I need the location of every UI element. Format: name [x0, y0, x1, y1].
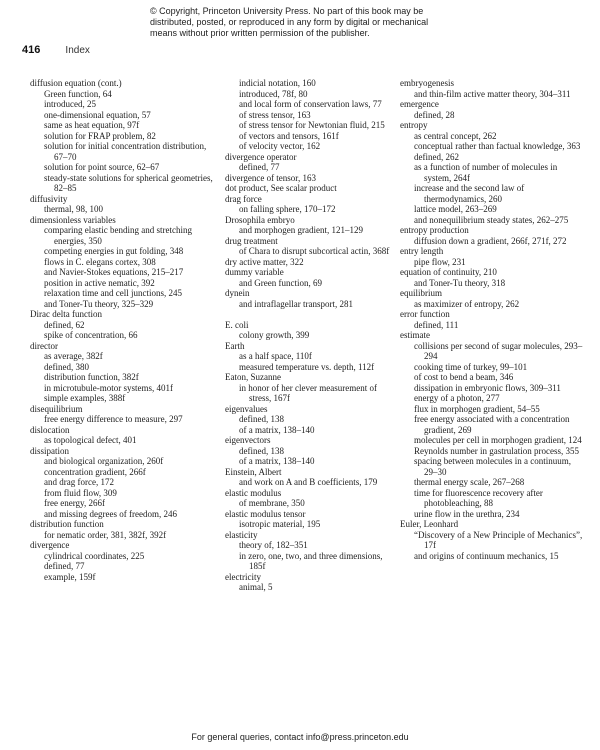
- index-entry: dummy variable: [225, 267, 284, 277]
- page-number: 416: [22, 44, 41, 56]
- index-subentry: cooking time of turkey, 99–101: [414, 361, 528, 372]
- index-subentry: and biological organization, 260f: [44, 456, 164, 466]
- index-subentry: and Toner-Tu theory, 325–329: [44, 298, 154, 309]
- copyright-line: distributed, posted, or reproduced in any form by digital or mechanical: [150, 17, 429, 27]
- index-subentry: from fluid flow, 309: [44, 487, 117, 498]
- index-subentry: molecules per cell in morphogen gradient, 124: [414, 435, 582, 445]
- index-entry: entropy production: [400, 225, 469, 235]
- index-subentry: and missing degrees of freedom, 246: [44, 508, 177, 519]
- index-entry: elasticity: [225, 529, 258, 540]
- index-entry: Einstein, Albert: [225, 466, 282, 477]
- index-subentry: spike of concentration, 66: [44, 330, 138, 340]
- index-entry: drag force: [225, 193, 262, 204]
- index-subentry: animal, 5: [239, 582, 273, 592]
- footer-contact: For general queries, contact info@press.princeton.edu: [191, 732, 409, 742]
- running-head: Index: [65, 45, 90, 56]
- index-subentry: measured temperature vs. depth, 112f: [239, 361, 375, 372]
- index-entry: eigenvalues: [225, 403, 268, 414]
- index-column-3: [400, 78, 585, 561]
- index-subentry: relaxation time and cell junctions, 245: [44, 288, 182, 298]
- index-entry: error function: [400, 309, 450, 319]
- index-subentry: as central concept, 262: [414, 130, 497, 141]
- index-entry: electricity: [225, 571, 261, 582]
- index-subentry: urine flow in the urethra, 234: [414, 508, 520, 519]
- index-entry: divergence operator: [225, 151, 297, 162]
- index-subentry: of a matrix, 138–140: [239, 456, 315, 466]
- index-subentry: one-dimensional equation, 57: [44, 109, 151, 120]
- index-subentry: example, 159f: [44, 571, 96, 582]
- index-subentry: defined, 28: [414, 109, 455, 120]
- index-subentry: and nonequilibrium steady states, 262–275: [414, 214, 569, 225]
- index-subentry: time for fluorescence recovery after photobleaching, 88: [414, 487, 543, 508]
- page-header: [22, 44, 90, 56]
- index-subentry: and Navier-Stokes equations, 215–217: [44, 267, 184, 277]
- index-subentry: pipe flow, 231: [414, 256, 466, 267]
- index-entry: director: [30, 340, 58, 351]
- index-entry: Dirac delta function: [30, 309, 102, 319]
- index-subentry: and Green function, 69: [239, 277, 322, 288]
- index-subentry: of a matrix, 138–140: [239, 424, 315, 435]
- index-entry: equilibrium: [400, 288, 442, 298]
- index-subentry: as topological defect, 401: [44, 435, 137, 445]
- index-subentry: same as heat equation, 97f: [44, 120, 140, 130]
- index-subentry: of stress tensor, 163: [239, 109, 311, 120]
- index-entry: divergence of tensor, 163: [225, 172, 316, 183]
- index-subentry: for nematic order, 381, 382f, 392f: [44, 529, 167, 540]
- index-subentry: spacing between molecules in a continuum, 29–30: [414, 456, 571, 477]
- index-entry: embryogenesis: [400, 78, 454, 88]
- index-subentry: defined, 111: [414, 319, 459, 330]
- index-subentry: collisions per second of sugar molecules, 293–294: [414, 340, 583, 361]
- index-subentry: and morphogen gradient, 121–129: [239, 225, 363, 235]
- index-subentry: solution for FRAP problem, 82: [44, 130, 156, 141]
- index-subentry: increase and the second law of thermodynamics, 260: [414, 183, 525, 204]
- copyright-line: © Copyright, Princeton University Press. No part of this book may be: [150, 6, 424, 16]
- index-subentry: defined, 138: [239, 414, 284, 424]
- index-entry: entry length: [400, 246, 444, 256]
- index-column-2: [225, 78, 395, 593]
- index-subentry: introduced, 78f, 80: [239, 88, 308, 99]
- index-subentry: flows in C. elegans cortex, 308: [44, 256, 156, 267]
- index-subentry: of membrane, 350: [239, 498, 305, 508]
- index-subentry: as a function of number of molecules in system, 264f: [414, 162, 558, 183]
- index-entry: dimensionless variables: [30, 214, 116, 225]
- index-entry: diffusivity: [30, 193, 68, 204]
- index-entry: Euler, Leonhard: [400, 519, 459, 529]
- index-subentry: concentration gradient, 266f: [44, 466, 146, 477]
- index-subentry: steady-state solutions for spherical geometries, 82–85: [44, 172, 213, 193]
- index-subentry: and thin-film active matter theory, 304–311: [414, 88, 571, 99]
- index-entry: E. coli: [225, 319, 249, 330]
- index-entry: dislocation: [30, 424, 70, 435]
- index-entry: dissipation: [30, 445, 70, 456]
- index-entry: estimate: [400, 330, 430, 340]
- index-subentry: and work on A and B coefficients, 179: [239, 477, 378, 487]
- index-subentry: of cost to bend a beam, 346: [414, 372, 514, 382]
- index-subentry: defined, 380: [44, 361, 89, 372]
- index-subentry: introduced, 25: [44, 99, 96, 109]
- index-entry: equation of continuity, 210: [400, 267, 497, 277]
- index-entry: Drosophila embryo: [225, 214, 295, 225]
- index-subentry: indicial notation, 160: [239, 78, 316, 88]
- index-entry: divergence: [30, 540, 70, 550]
- index-subentry: of Chara to disrupt subcortical actin, 368f: [239, 246, 390, 256]
- index-subentry: as a half space, 110f: [239, 351, 312, 361]
- entry-gap: [225, 309, 395, 320]
- copyright-line: means without prior written permission of the publisher.: [150, 28, 370, 38]
- index-subentry: of stress tensor for Newtonian fluid, 215: [239, 120, 385, 130]
- index-subentry: competing energies in gut folding, 348: [44, 246, 184, 256]
- index-entry: Earth: [225, 340, 245, 351]
- index-subentry: on falling sphere, 170–172: [239, 204, 336, 214]
- index-subentry: solution for initial concentration distribution, 67–70: [44, 141, 207, 162]
- index-subentry: thermal, 98, 100: [44, 204, 103, 214]
- index-subentry: energy of a photon, 277: [414, 393, 500, 403]
- index-subentry: defined, 262: [414, 151, 459, 162]
- index-subentry: comparing elastic bending and stretching energies, 350: [44, 225, 192, 246]
- index-subentry: defined, 138: [239, 445, 284, 456]
- index-subentry: theory of, 182–351: [239, 540, 308, 550]
- index-entry: disequilibrium: [30, 403, 83, 414]
- index-subentry: isotropic material, 195: [239, 519, 321, 529]
- index-subentry: position in active nematic, 392: [44, 277, 155, 288]
- index-subentry: as average, 382f: [44, 351, 103, 361]
- index-subentry: diffusion down a gradient, 266f, 271f, 272: [414, 235, 567, 246]
- index-subentry: of velocity vector, 162: [239, 141, 321, 151]
- index-entry: distribution function: [30, 519, 104, 529]
- index-subentry: and intraflagellar transport, 281: [239, 298, 353, 309]
- index-subentry: distribution function, 382f: [44, 372, 139, 382]
- index-subentry: conceptual rather than factual knowledge, 363: [414, 141, 581, 151]
- index-subentry: free energy difference to measure, 297: [44, 414, 183, 424]
- index-subentry: of vectors and tensors, 161f: [239, 130, 339, 141]
- index-subentry: Reynolds number in gastrulation process, 355: [414, 445, 579, 456]
- index-column-1: [30, 78, 220, 582]
- index-subentry: simple examples, 388f: [44, 393, 126, 403]
- index-subentry: free energy associated with a concentration gradient, 269: [414, 414, 570, 435]
- index-subentry: and drag force, 172: [44, 477, 114, 487]
- index-subentry: defined, 77: [44, 561, 85, 571]
- index-subentry: in honor of her clever measurement of stress, 167f: [239, 382, 377, 403]
- index-subentry: free energy, 266f: [44, 498, 105, 508]
- index-subentry: and local form of conservation laws, 77: [239, 99, 382, 109]
- index-subentry: defined, 62: [44, 319, 85, 330]
- index-entry: eigenvectors: [225, 435, 271, 445]
- index-subentry: as maximizer of entropy, 262: [414, 298, 520, 309]
- index-subentry: in microtubule-motor systems, 401f: [44, 382, 173, 393]
- copyright-notice: [150, 6, 450, 39]
- index-subentry: in zero, one, two, and three dimensions, 185f: [239, 550, 383, 571]
- index-subentry: dissipation in embryonic flows, 309–311: [414, 382, 561, 393]
- index-entry: entropy: [400, 120, 428, 130]
- index-subentry: and origins of continuum mechanics, 15: [414, 550, 559, 561]
- index-entry: elastic modulus tensor: [225, 508, 306, 519]
- index-entry: elastic modulus: [225, 487, 282, 498]
- index-subentry: solution for point source, 62–67: [44, 162, 160, 172]
- index-entry: dot product, See scalar product: [225, 183, 337, 193]
- index-entry: emergence: [400, 99, 439, 109]
- index-entry: dynein: [225, 288, 250, 298]
- index-subentry: Green function, 64: [44, 88, 112, 99]
- index-entry: Eaton, Suzanne: [225, 372, 281, 382]
- index-entry: drug treatment: [225, 235, 278, 246]
- index-subentry: “Discovery of a New Principle of Mechanics”, 17f: [414, 529, 583, 550]
- index-subentry: defined, 77: [239, 162, 280, 172]
- index-entry: dry active matter, 322: [225, 256, 304, 267]
- index-subentry: thermal energy scale, 267–268: [414, 477, 525, 487]
- index-entry: diffusion equation (cont.): [30, 78, 122, 88]
- index-subentry: lattice model, 263–269: [414, 204, 497, 214]
- index-subentry: cylindrical coordinates, 225: [44, 550, 145, 561]
- index-subentry: colony growth, 399: [239, 330, 310, 340]
- index-subentry: and Toner-Tu theory, 318: [414, 277, 506, 288]
- index-subentry: flux in morphogen gradient, 54–55: [414, 403, 540, 414]
